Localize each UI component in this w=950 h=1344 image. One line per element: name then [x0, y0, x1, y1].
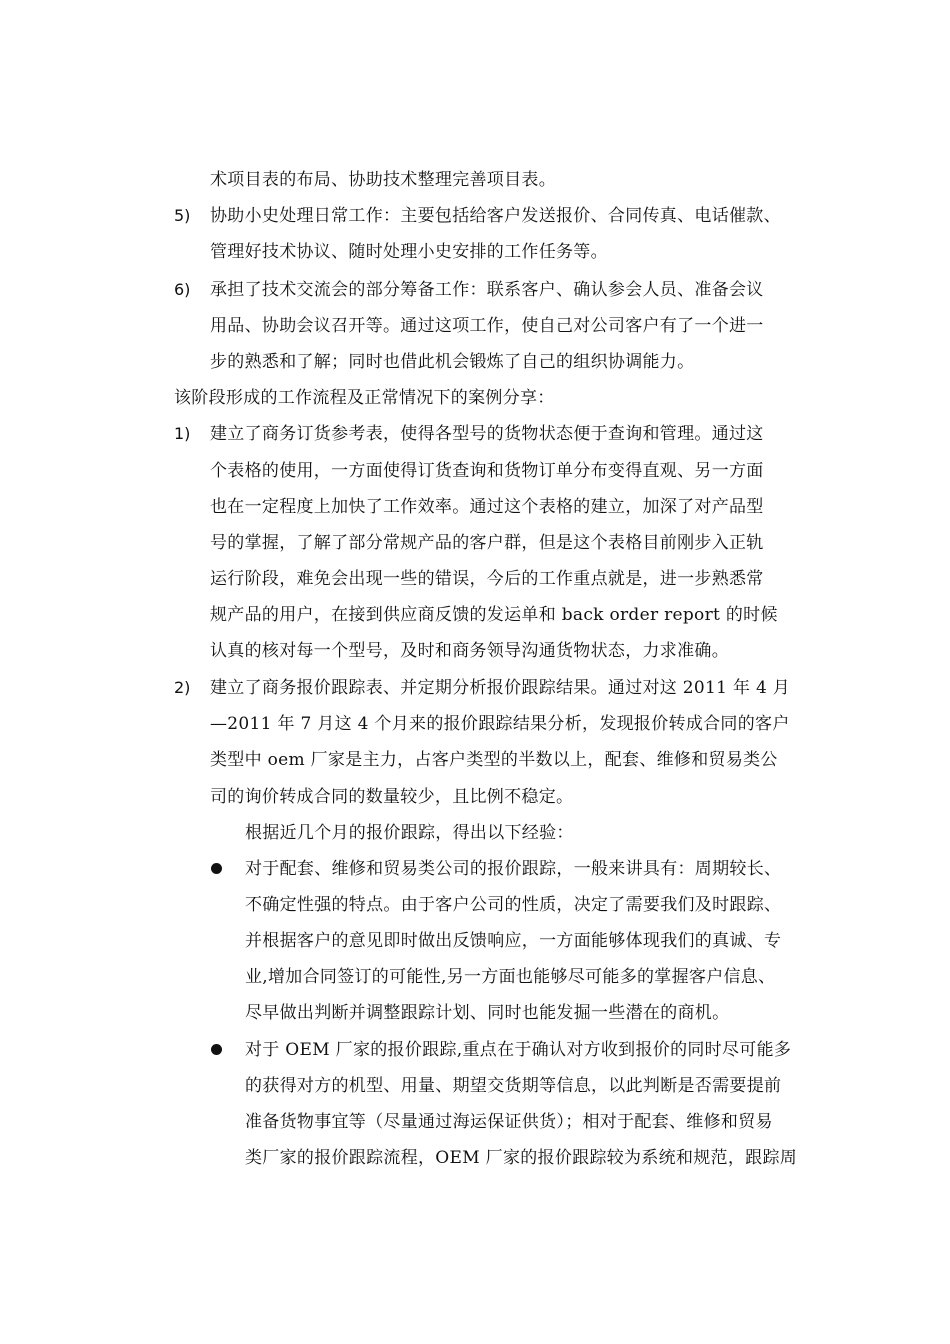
list-item-line: 承担了技术交流会的部分筹备工作：联系客户、确认参会人员、准备会议	[210, 280, 764, 300]
list-item-line: 运行阶段，难免会出现一些的错误，今后的工作重点就是，进一步熟悉常	[210, 569, 764, 589]
bullet-icon	[211, 863, 222, 874]
list-marker: 2)	[174, 678, 191, 697]
list-item-line: 建立了商务报价跟踪表、并定期分析报价跟踪结果。通过对这 2011 年 4 月	[210, 678, 791, 698]
bullet-item-line: 对于 OEM 厂家的报价跟踪,重点在于确认对方收到报价的同时尽可能多	[245, 1040, 792, 1060]
section-intro: 该阶段形成的工作流程及正常情况下的案例分享：	[174, 388, 555, 408]
bullet-item-line: 对于配套、维修和贸易类公司的报价跟踪，一般来讲具有：周期较长、	[245, 859, 782, 879]
bullet-item-line: 业,增加合同签订的可能性,另一方面也能够尽可能多的掌握客户信息、	[245, 967, 776, 987]
list-marker: 5)	[174, 206, 191, 225]
list-marker: 6)	[174, 280, 191, 299]
paragraph-line: 术项目表的布局、协助技术整理完善项目表。	[210, 170, 556, 190]
bullet-item-line: 尽早做出判断并调整跟踪计划、同时也能发掘一些潜在的商机。	[245, 1003, 730, 1023]
list-item-line: 建立了商务订货参考表，使得各型号的货物状态便于查询和管理。通过这	[210, 424, 764, 444]
list-item-line: 协助小史处理日常工作：主要包括给客户发送报价、合同传真、电话催款、	[210, 206, 781, 226]
list-item-line: —2011 年 7 月这 4 个月来的报价跟踪结果分析，发现报价转成合同的客户	[210, 714, 790, 734]
bullet-item-line: 并根据客户的意见即时做出反馈响应，一方面能够体现我们的真诚、专	[245, 931, 782, 951]
bullet-item-line: 不确定性强的特点。由于客户公司的性质，决定了需要我们及时跟踪、	[245, 895, 782, 915]
list-item-line: 认真的核对每一个型号，及时和商务领导沟通货物状态，力求准确。	[210, 641, 729, 661]
list-item-line: 步的熟悉和了解；同时也借此机会锻炼了自己的组织协调能力。	[210, 352, 695, 372]
list-item-line: 个表格的使用，一方面使得订货查询和货物订单分布变得直观、另一方面	[210, 461, 764, 481]
list-item-line: 管理好技术协议、随时处理小史安排的工作任务等。	[210, 242, 608, 262]
list-item-line: 也在一定程度上加快了工作效率。通过这个表格的建立，加深了对产品型	[210, 497, 764, 517]
list-item-line: 类型中 oem 厂家是主力，占客户类型的半数以上，配套、维修和贸易类公	[210, 750, 778, 770]
list-item-line: 规产品的用户，在接到供应商反馈的发运单和 back order report 的时候	[210, 605, 778, 625]
bullet-item-line: 的获得对方的机型、用量、期望交货期等信息，以此判断是否需要提前	[245, 1076, 782, 1096]
experience-intro: 根据近几个月的报价跟踪，得出以下经验：	[245, 823, 574, 843]
list-item-line: 司的询价转成合同的数量较少，且比例不稳定。	[210, 787, 574, 807]
list-marker: 1)	[174, 424, 191, 443]
bullet-icon	[211, 1044, 222, 1055]
list-item-line: 用品、协助会议召开等。通过这项工作，使自己对公司客户有了一个进一	[210, 316, 764, 336]
bullet-item-line: 类厂家的报价跟踪流程，OEM 厂家的报价跟踪较为系统和规范，跟踪周	[245, 1148, 798, 1168]
bullet-item-line: 准备货物事宜等（尽量通过海运保证供货）；相对于配套、维修和贸易	[245, 1112, 773, 1132]
list-item-line: 号的掌握，了解了部分常规产品的客户群，但是这个表格目前刚步入正轨	[210, 533, 764, 553]
